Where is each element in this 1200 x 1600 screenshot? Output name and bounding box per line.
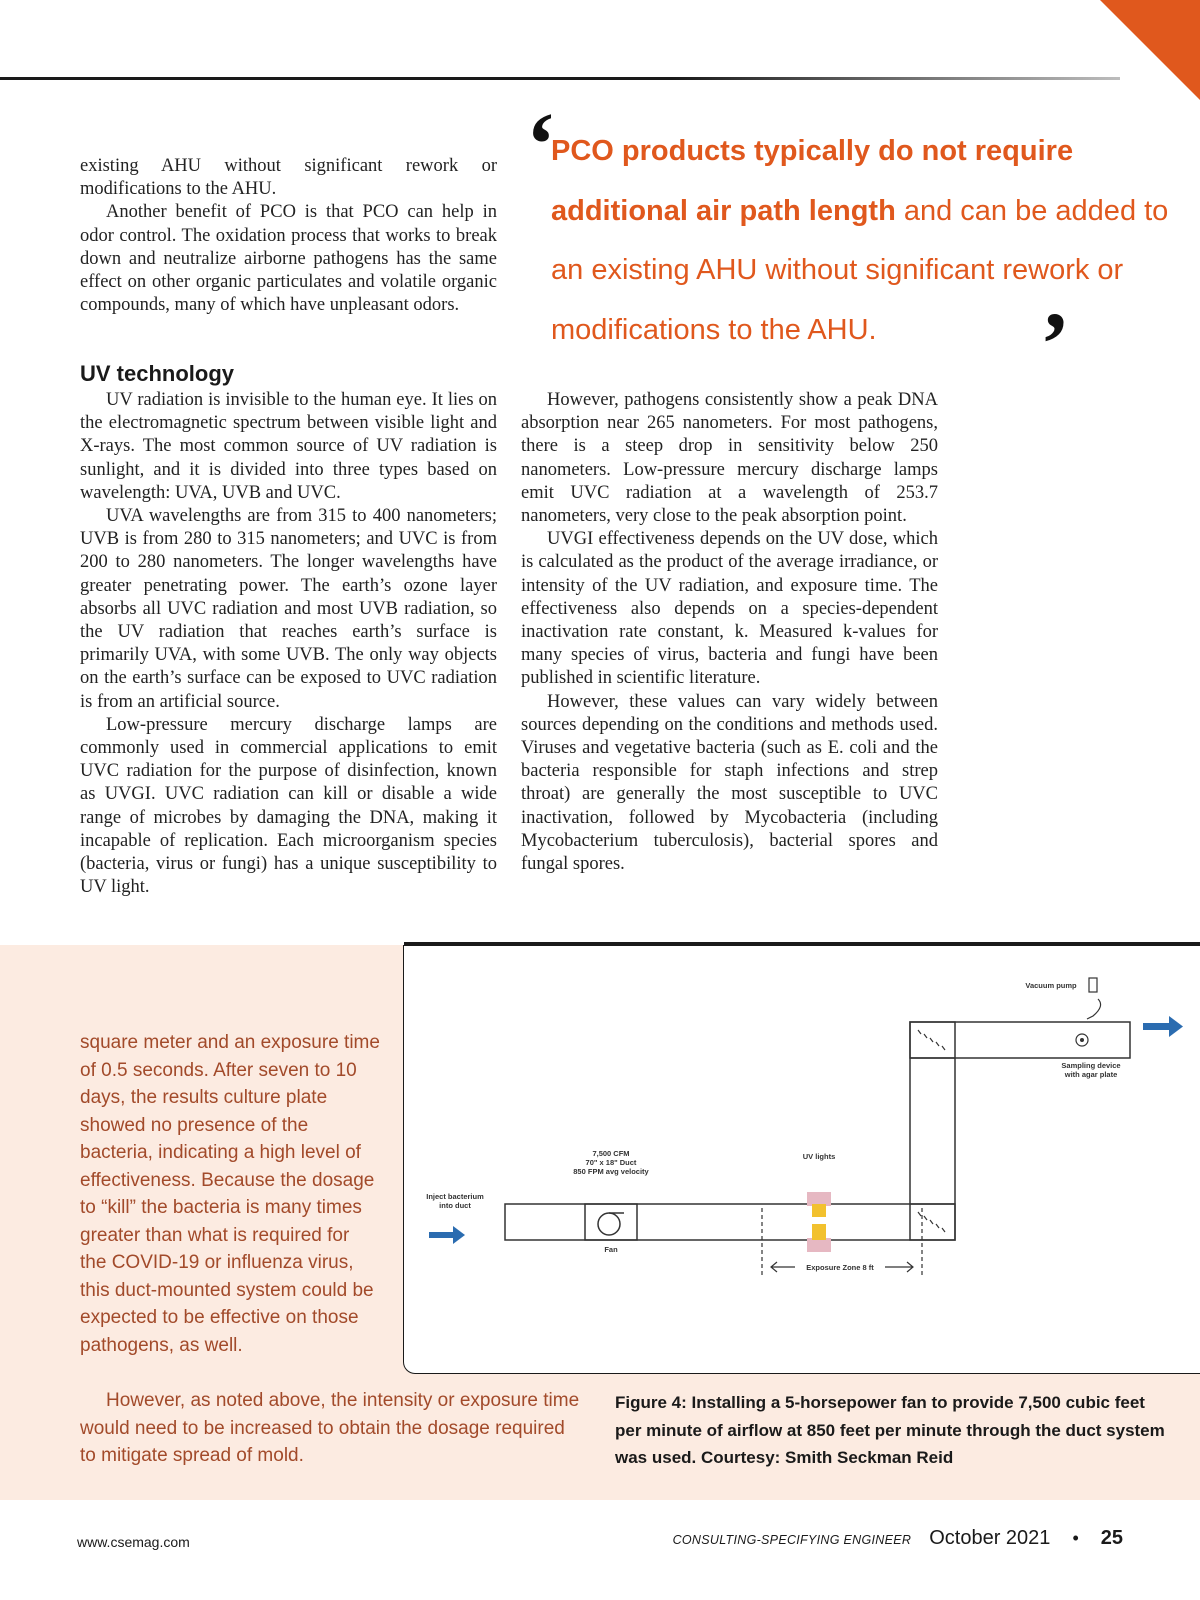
exposure-zone-label: Exposure Zone 8 ft bbox=[806, 1263, 874, 1272]
sampling-device-icon bbox=[1076, 1034, 1088, 1046]
exhaust-arrow-icon bbox=[1143, 1016, 1183, 1037]
footer-info bbox=[673, 1527, 1123, 1550]
footer-bullet: • bbox=[1072, 1528, 1079, 1548]
paragraph: UV radiation is invisible to the human eye. It lies on the electromagnetic spectrum between visible light and X-rays. The most common source of UV radiation is sunlight, and it is divided into three types based on wavelength: UVA, UVB and UVC. bbox=[80, 390, 497, 503]
cfm-label-3: 850 FPM avg velocity bbox=[573, 1167, 649, 1176]
paragraph: However, pathogens consistently show a peak DNA absorption near 265 nanometers. For most pathogens, there is a steep drop in sensitivity below 250 nanometers. Low-pressure mercury discharge lamps emit UVC radiation at a wavelength of 253.7 nanometers, very close to the peak absorption point. bbox=[521, 390, 938, 527]
duct-diagram bbox=[405, 946, 1195, 1366]
sidebar-paragraph: square meter and an exposure time of 0.5 seconds. After seven to 10 days, the results culture plate showed no presence of the bacteria, indicating a high level of effectiveness. Because the dosage to “kill” the bacteria is many times greater than what is required for the COVID-19 or influenza virus, this duct-mounted system could be expected to be effective on those pathogens, as well. bbox=[80, 1032, 380, 1356]
corner-accent bbox=[1100, 0, 1200, 100]
paragraph: UVGI effectiveness depends on the UV dose, which is calculated as the product of the average irradiance, or intensity of the UV radiation, and exposure time. The effectiveness also depends on a species-dependent inactivation rate constant, k. Measured k-values for many species of virus, bacteria and fungi have been published in scientific literature. bbox=[521, 529, 938, 689]
sampling-label-1: Sampling device bbox=[1061, 1061, 1121, 1070]
paragraph: Another benefit of PCO is that PCO can help in odor control. The oxidation process that works to break down and neutralize airborne pathogens has the same effect on other organic particulates and volatile organic compounds, many of which have unpleasant odors. bbox=[80, 202, 497, 316]
sampling-label-2: with agar plate bbox=[1064, 1070, 1118, 1079]
right-column bbox=[521, 389, 938, 876]
paragraph: However, these values can vary widely between sources depending on the conditions and methods used. Viruses and vegetative bacteria (such as E. coli and the bacteria responsible for staph infections and strep throat) are generally the most susceptible to UVC inactivation, followed by Mycobacteria (including Mycobacterium tuberculosis), bacterial spores and fungal spores. bbox=[521, 691, 938, 875]
inject-label-2: into duct bbox=[439, 1201, 471, 1210]
sidebar-paragraph: However, as noted above, the intensity or exposure time would need to be increased to obtain the dosage required to mitigate spread of mold. bbox=[80, 1390, 580, 1466]
paragraph: Low-pressure mercury discharge lamps are commonly used in commercial applications to emit UVC radiation for the purpose of disinfection, known as UVGI. UVC radiation can kill or disable a wide range of microbes by damaging the DNA, making it incapable of replication. Each microorganism species (bacteria, virus or fungi) has a unique susceptibility to UV light. bbox=[80, 714, 497, 898]
pull-quote bbox=[551, 122, 1171, 360]
inject-arrow-icon bbox=[429, 1226, 465, 1244]
fan-icon bbox=[585, 1204, 637, 1240]
section-heading: UV technology bbox=[80, 361, 235, 386]
top-duct bbox=[910, 1022, 1130, 1058]
pull-quote-rest: and can be added to an existing AHU without significant rework or modifications to the AHU. bbox=[551, 194, 1169, 346]
cfm-label-2: 70" x 18" Duct bbox=[585, 1158, 637, 1167]
uv-light-icon bbox=[807, 1192, 831, 1252]
horizontal-duct bbox=[505, 1204, 955, 1240]
left-column-top bbox=[80, 155, 497, 317]
vacuum-pump-icon bbox=[1087, 978, 1101, 1019]
footer-date: October 2021 bbox=[929, 1527, 1051, 1549]
sidebar-text bbox=[80, 1029, 380, 1359]
pull-quote-bold: PCO products typically do not require additional air path length bbox=[551, 135, 1074, 227]
sidebar-text-continued bbox=[80, 1387, 580, 1470]
header-rule bbox=[0, 77, 1120, 80]
left-column-bottom bbox=[80, 389, 497, 899]
paragraph: UVA wavelengths are from 315 to 400 nanometers; UVB is from 280 to 315 nanometers; and UVC is from 200 to 280 nanometers. The longer wavelengths have greater penetrating power. The earth’s ozone layer absorbs all UVC radiation and most UVB radiation, so the UV radiation that reaches earth’s surface is primarily UVA, with some UVB. The only way objects on the earth’s surface can be exposed to UVC radiation is from an artificial source. bbox=[80, 506, 497, 712]
vertical-duct bbox=[910, 1022, 955, 1240]
paragraph: existing AHU without significant rework or modifications to the AHU. bbox=[80, 156, 497, 200]
close-quote-mark: ’ bbox=[1040, 295, 1070, 394]
cfm-label-1: 7,500 CFM bbox=[592, 1149, 630, 1158]
figure-caption: Figure 4: Installing a 5-horsepower fan to provide 7,500 cubic feet per minute of airflow at 850 feet per minute through the duct system was used. Courtesy: Smith Seckman Reid bbox=[615, 1393, 1165, 1467]
vacuum-pump-label: Vacuum pump bbox=[1025, 981, 1077, 990]
fan-label: Fan bbox=[604, 1245, 618, 1254]
footer-publication: CONSULTING-SPECIFYING ENGINEER bbox=[672, 1533, 912, 1547]
uv-lights-label: UV lights bbox=[802, 1152, 836, 1161]
open-quote-mark: ‘ bbox=[526, 95, 556, 194]
footer-url[interactable]: www.csemag.com bbox=[77, 1534, 190, 1550]
page-number: 25 bbox=[1100, 1527, 1123, 1549]
inject-label-1: Inject bacterium bbox=[426, 1192, 484, 1201]
turning-vane-top-icon bbox=[918, 1030, 945, 1050]
